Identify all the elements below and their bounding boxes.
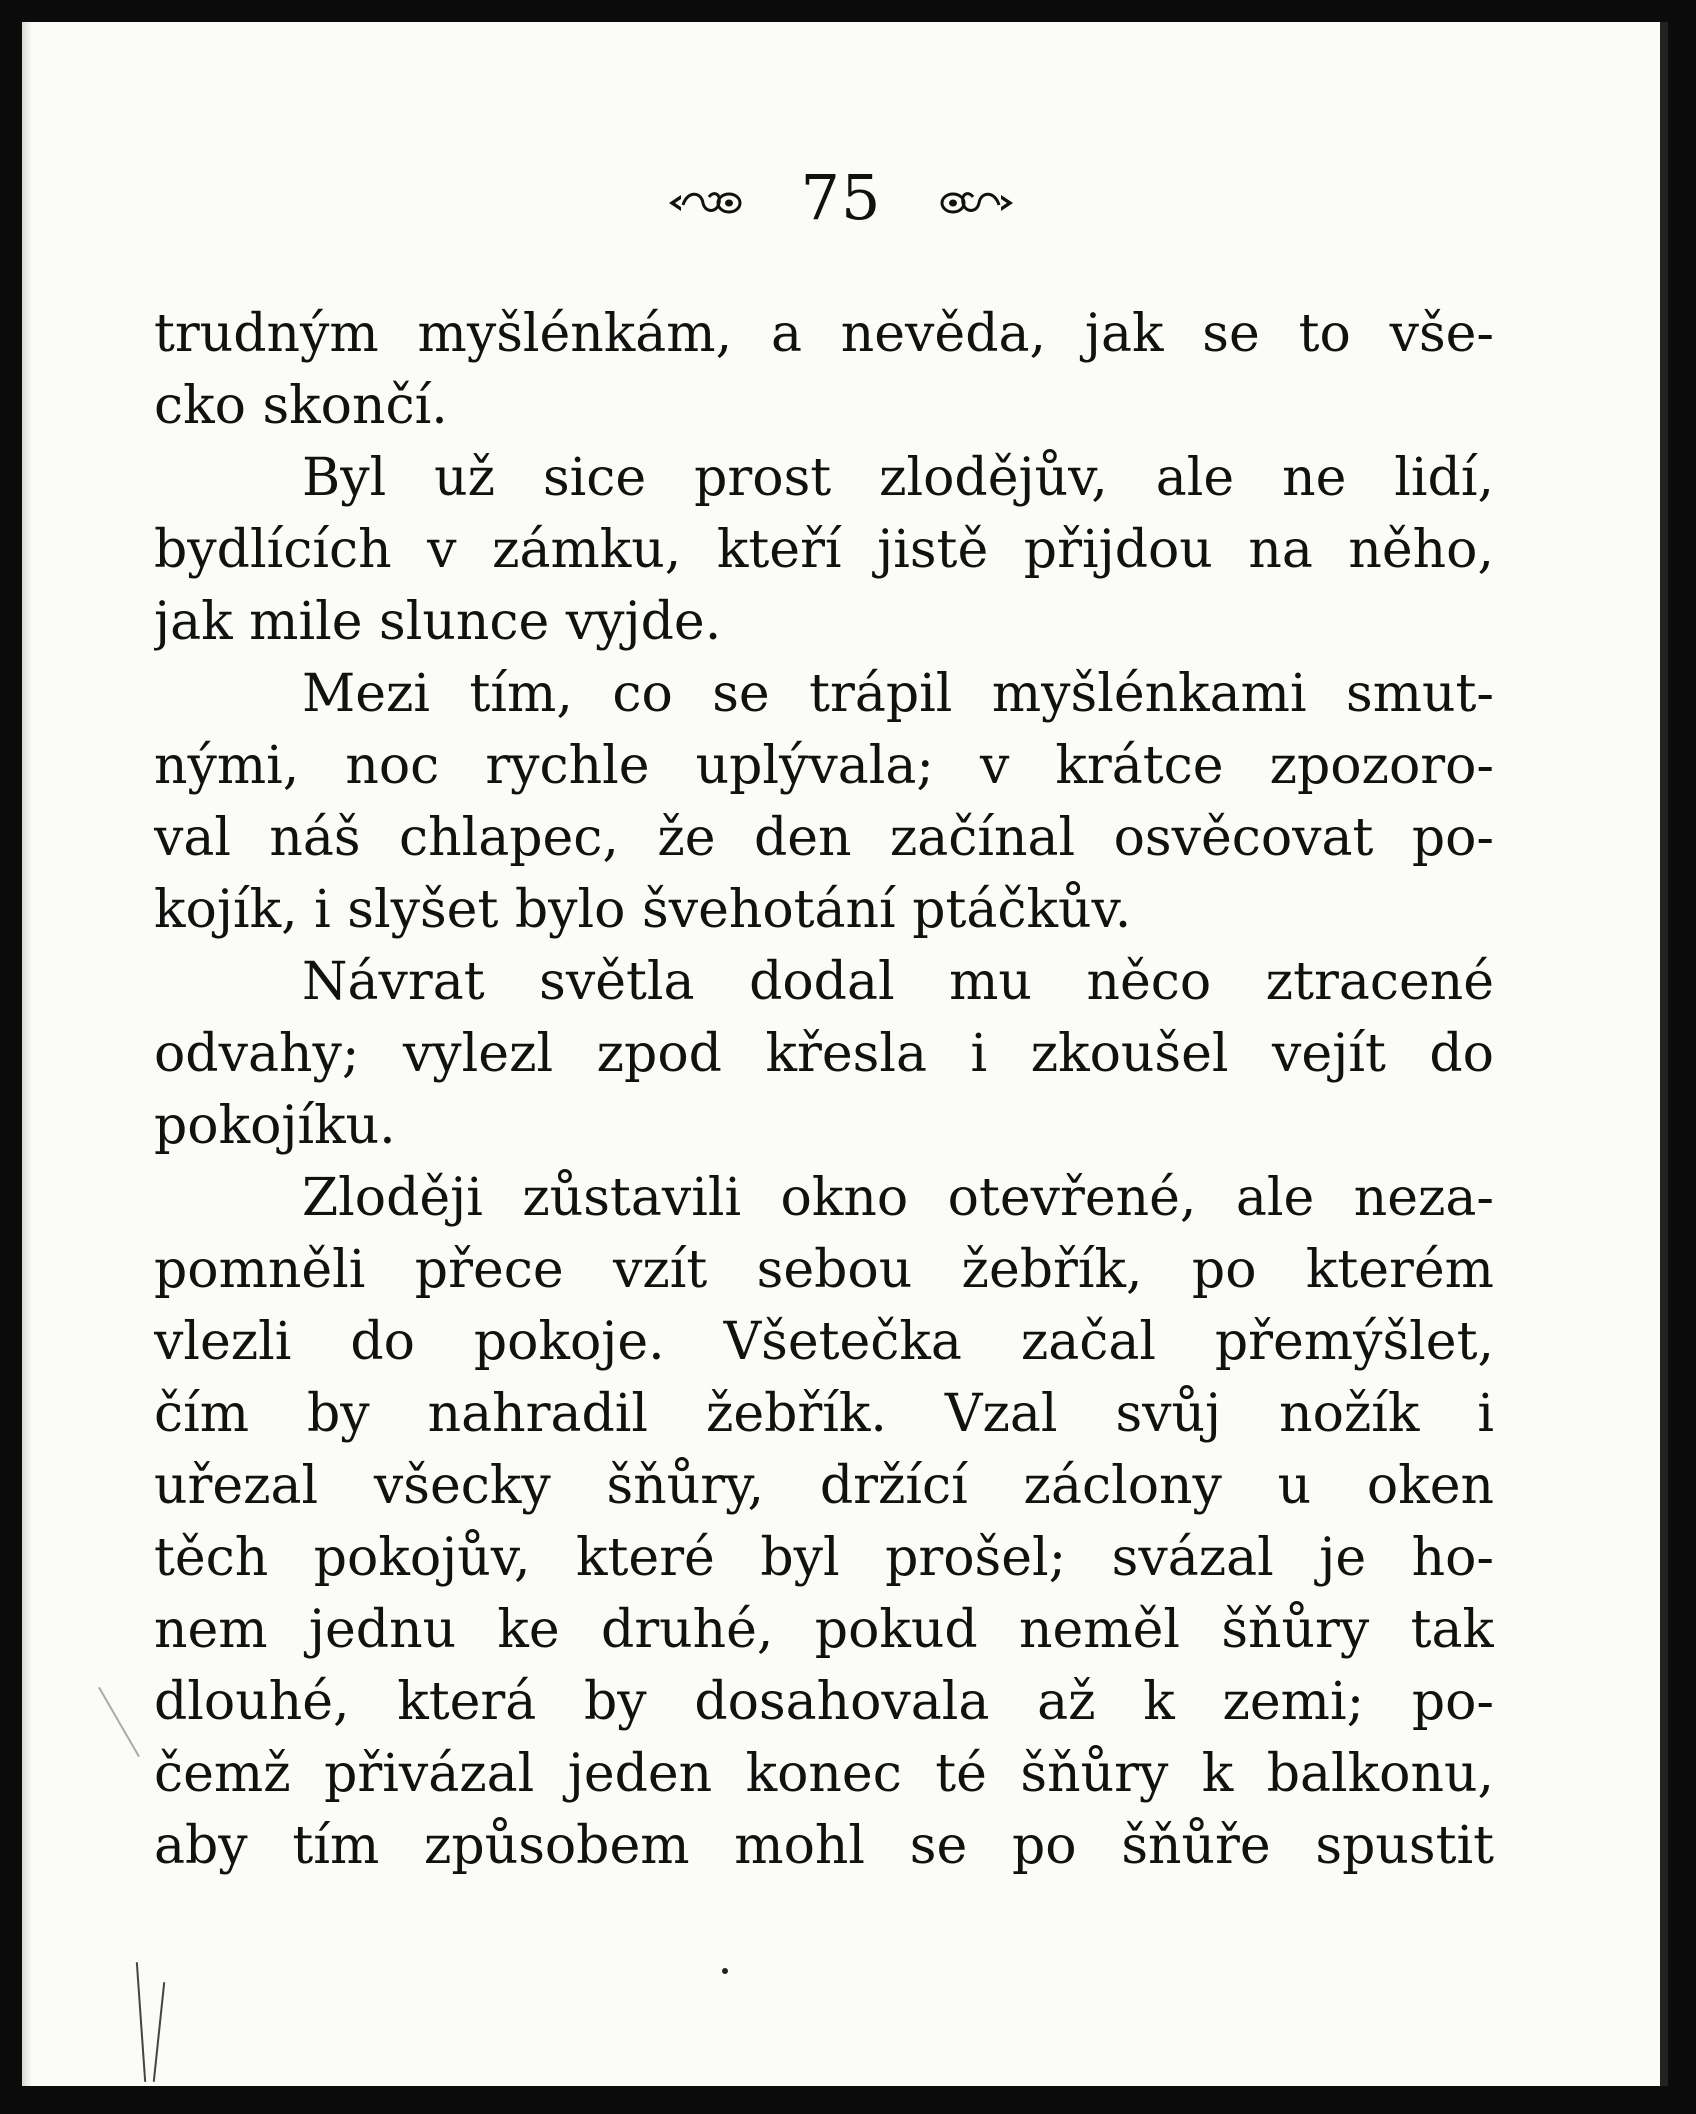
text-line: vlezli do pokoje. Všetečka začal přemýšlet, bbox=[154, 1312, 1494, 1372]
text-line: odvahy; vylezl zpod křesla i zkoušel vejít do bbox=[154, 1024, 1494, 1084]
page-gutter-shadow bbox=[22, 22, 32, 2086]
ink-speck bbox=[722, 1968, 728, 1974]
body-text bbox=[154, 298, 1494, 1882]
text-line: pokojíku. bbox=[154, 1096, 396, 1156]
text-line: jak mile slunce vyjde. bbox=[154, 592, 722, 652]
text-line: aby tím způsobem mohl se po šňůře spustit bbox=[154, 1816, 1494, 1876]
text-line: val náš chlapec, že den začínal osvěcovat po- bbox=[154, 808, 1494, 868]
page-header bbox=[22, 160, 1660, 234]
margin-scratch bbox=[153, 1982, 165, 2082]
left-ornament-icon bbox=[667, 167, 743, 229]
margin-scratch bbox=[136, 1962, 146, 2082]
text-line: nými, noc rychle uplývala; v krátce zpozoro- bbox=[154, 736, 1494, 796]
book-page bbox=[22, 22, 1668, 2086]
text-line: nem jednu ke druhé, pokud neměl šňůry tak bbox=[154, 1600, 1494, 1660]
margin-scratch bbox=[98, 1687, 140, 1757]
text-line: čemž přivázal jeden konec té šňůry k balkonu, bbox=[154, 1744, 1494, 1804]
text-line: Byl už sice prost zlodějův, ale ne lidí, bbox=[302, 448, 1494, 508]
text-line: uřezal všecky šňůry, držící záclony u oken bbox=[154, 1456, 1494, 1516]
text-line: cko skončí. bbox=[154, 376, 448, 436]
text-line: čím by nahradil žebřík. Vzal svůj nožík i bbox=[154, 1384, 1494, 1444]
text-line: Návrat světla dodal mu něco ztracené bbox=[302, 952, 1494, 1012]
right-ornament-icon bbox=[939, 167, 1015, 229]
text-line: Mezi tím, co se trápil myšlénkami smut- bbox=[302, 664, 1494, 724]
text-line: těch pokojův, které byl prošel; svázal je ho- bbox=[154, 1528, 1494, 1588]
text-line: dlouhé, která by dosahovala až k zemi; po- bbox=[154, 1672, 1494, 1732]
text-line: pomněli přece vzít sebou žebřík, po kterém bbox=[154, 1240, 1494, 1300]
text-line: bydlících v zámku, kteří jistě přijdou na něho, bbox=[154, 520, 1494, 580]
text-line: Zloději zůstavili okno otevřené, ale neza- bbox=[302, 1168, 1494, 1228]
text-line: kojík, i slyšet bylo švehotání ptáčkův. bbox=[154, 880, 1132, 940]
page-number: 75 bbox=[800, 160, 882, 234]
text-line: trudným myšlénkám, a nevěda, jak se to vše- bbox=[154, 304, 1494, 364]
